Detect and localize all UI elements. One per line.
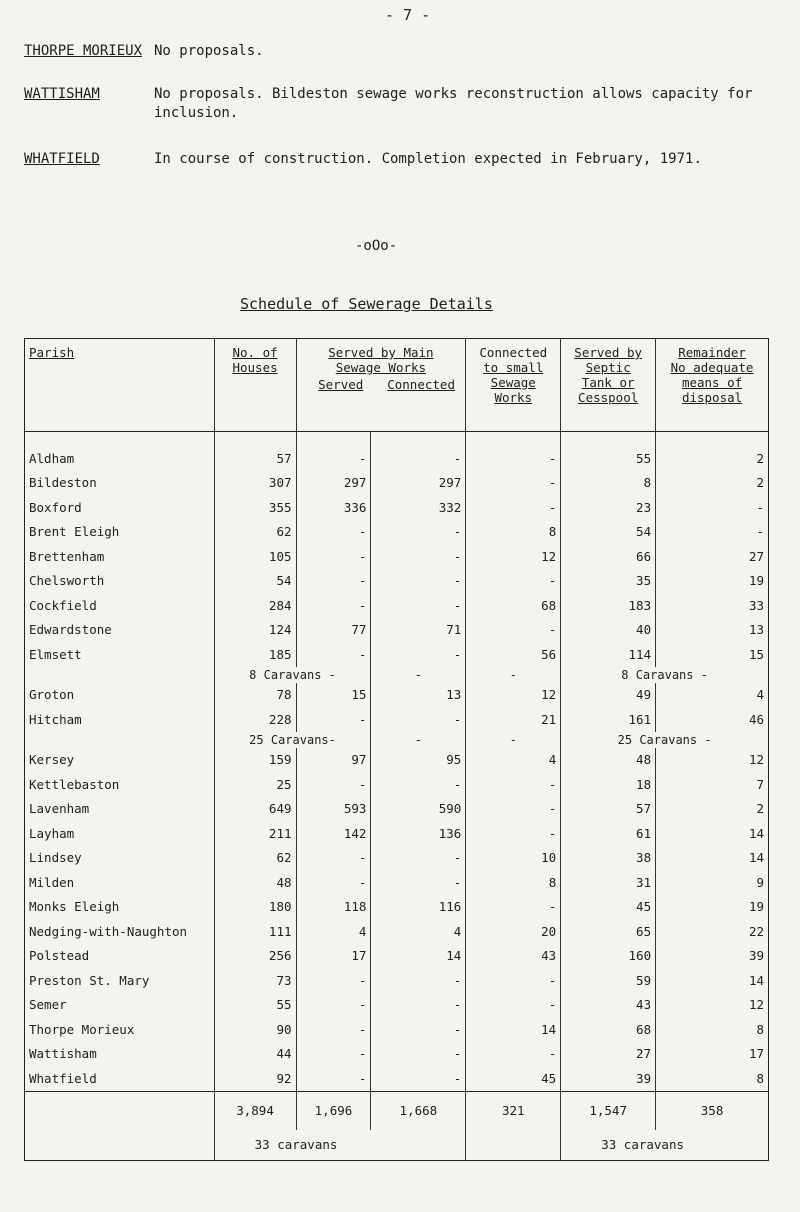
cell-value: 14 [656,968,769,993]
separator: -oOo- [355,238,398,254]
cell-value: - [466,495,561,520]
cell-value: 297 [296,471,371,496]
cell-value: 20 [466,919,561,944]
cell-value: 45 [561,895,656,920]
cell-value: 111 [214,919,296,944]
caravans-main: 25 Caravans- [214,732,371,748]
parish-name: Kettlebaston [29,776,120,792]
table-row [25,944,769,969]
table-row [25,870,769,895]
cell-value: - [371,968,466,993]
cell-value: 55 [214,993,296,1018]
header-parish: Parish [29,345,75,360]
cell-value: - [371,1042,466,1067]
cell-value: 14 [656,821,769,846]
cell-value: - [466,821,561,846]
cell-value: 649 [214,797,296,822]
cell-value: 161 [561,707,656,732]
cell-value: 114 [561,642,656,667]
cell-value: - [371,544,466,569]
table-header-row [25,339,769,432]
cell-value: 228 [214,707,296,732]
cell-value: 23 [561,495,656,520]
table-row [25,707,769,732]
cell-value: 15 [296,683,371,708]
header-small-works: Connected to small Sewage Works [466,339,561,432]
cell-value: - [296,993,371,1018]
caravans-small: - [466,732,561,748]
cell-value: 4 [466,748,561,773]
cell-value: 8 [561,471,656,496]
table-row [25,993,769,1018]
header-houses: No. of Houses [214,339,296,432]
total-houses: 3,894 [214,1091,296,1130]
table-row [25,683,769,708]
cell-value: 43 [561,993,656,1018]
cell-value: 68 [561,1017,656,1042]
cell-value: 68 [466,593,561,618]
parish-name: Kersey [29,752,75,768]
caravans-septic: 8 Caravans - [561,667,769,683]
parish-name: Elmsett [29,646,82,662]
cell-value: - [371,569,466,594]
cell-value: - [371,642,466,667]
cell-value: - [371,593,466,618]
total-served: 1,696 [296,1091,371,1130]
table-row [25,432,769,471]
cell-value: - [371,993,466,1018]
cell-value: 62 [214,846,296,871]
parish-name: Brent Eleigh [29,524,120,540]
parish-name: Semer [29,997,67,1013]
cell-value: 12 [656,748,769,773]
parish-name: Whatfield [29,1070,97,1086]
parish-name: Lindsey [29,850,82,866]
cell-value: 116 [371,895,466,920]
cell-value: 39 [656,944,769,969]
parish-name: Edwardstone [29,622,112,638]
cell-value: 57 [561,797,656,822]
cell-value: 18 [561,772,656,797]
header-served: Served [318,377,364,392]
total-caravans-main: 33 caravans [214,1130,466,1161]
caravans-connected: - [371,732,466,748]
total-caravans-septic: 33 caravans [561,1130,769,1161]
cell-value: 8 [656,1066,769,1091]
cell-value: 336 [296,495,371,520]
caravans-septic: 25 Caravans - [561,732,769,748]
cell-value: 35 [561,569,656,594]
parish-name: Preston St. Mary [29,972,150,988]
cell-value: 2 [656,432,769,471]
cell-value: 8 [466,870,561,895]
cell-value: - [466,1042,561,1067]
cell-value: 54 [214,569,296,594]
caravan-row [25,732,769,748]
sewerage-table [24,338,769,1161]
caravans-connected: - [371,667,466,683]
table-row [25,495,769,520]
cell-value: 45 [466,1066,561,1091]
table-row [25,544,769,569]
cell-value: 256 [214,944,296,969]
cell-value: 62 [214,520,296,545]
table-row [25,1042,769,1067]
cell-value: 19 [656,569,769,594]
cell-value: 19 [656,895,769,920]
table-row [25,1017,769,1042]
table-row [25,642,769,667]
table-row [25,569,769,594]
cell-value: 160 [561,944,656,969]
cell-value: - [466,968,561,993]
cell-value: 71 [371,618,466,643]
parish-name: Bildeston [29,475,97,491]
cell-value: 48 [214,870,296,895]
table-row [25,1066,769,1091]
cell-value: - [371,846,466,871]
cell-value: 8 [656,1017,769,1042]
entry-place: WATTISHAM [24,86,100,102]
schedule-title: Schedule of Sewerage Details [240,295,493,313]
cell-value: - [296,870,371,895]
cell-value: 2 [656,797,769,822]
parish-name: Thorpe Morieux [29,1021,135,1037]
cell-value: 124 [214,618,296,643]
cell-value: - [371,1066,466,1091]
cell-value: - [371,1017,466,1042]
table-row [25,748,769,773]
cell-value: 12 [466,544,561,569]
cell-value: 7 [656,772,769,797]
table-row [25,471,769,496]
cell-value: 48 [561,748,656,773]
cell-value: - [656,520,769,545]
cell-value: 4 [371,919,466,944]
table-row [25,919,769,944]
cell-value: - [296,520,371,545]
table-row [25,797,769,822]
total-small: 321 [466,1091,561,1130]
total-connected: 1,668 [371,1091,466,1130]
total-septic: 1,547 [561,1091,656,1130]
cell-value: 56 [466,642,561,667]
cell-value: 43 [466,944,561,969]
table-row [25,821,769,846]
cell-value: 44 [214,1042,296,1067]
cell-value: - [371,870,466,895]
table-row [25,968,769,993]
cell-value: - [466,895,561,920]
cell-value: 355 [214,495,296,520]
cell-value: 46 [656,707,769,732]
cell-value: 159 [214,748,296,773]
cell-value: 65 [561,919,656,944]
cell-value: 90 [214,1017,296,1042]
parish-name: Lavenham [29,801,90,817]
cell-value: 77 [296,618,371,643]
cell-value: - [371,432,466,471]
cell-value: - [656,495,769,520]
cell-value: 593 [296,797,371,822]
cell-value: - [296,707,371,732]
table-row [25,618,769,643]
header-main-sewage: Served by Main Sewage Works Served Connected [296,339,466,432]
entry-text: No proposals. Bildeston sewage works reconstruction allows capacity for inclusion. [154,86,753,121]
cell-value: 97 [296,748,371,773]
cell-value: 10 [466,846,561,871]
cell-value: 13 [656,618,769,643]
cell-value: - [466,569,561,594]
cell-value: 2 [656,471,769,496]
cell-value: - [296,1066,371,1091]
table-row [25,772,769,797]
cell-value: - [296,432,371,471]
caravan-row [25,667,769,683]
parish-name: Groton [29,687,75,703]
cell-value: 95 [371,748,466,773]
cell-value: 118 [296,895,371,920]
cell-value: 27 [561,1042,656,1067]
totals-label [25,1091,215,1130]
cell-value: 590 [371,797,466,822]
cell-value: 12 [656,993,769,1018]
cell-value: 49 [561,683,656,708]
table-row [25,520,769,545]
cell-value: 4 [656,683,769,708]
header-remainder: Remainder No adequate means of disposal [656,339,769,432]
cell-value: - [296,593,371,618]
parish-name: Monks Eleigh [29,899,120,915]
cell-value: - [466,993,561,1018]
caravans-small: - [466,667,561,683]
cell-value: 38 [561,846,656,871]
parish-name: Nedging-with-Naughton [29,923,188,939]
caravans-main: 8 Caravans - [214,667,371,683]
cell-value: 73 [214,968,296,993]
cell-value: - [466,772,561,797]
cell-value: 25 [214,772,296,797]
table-body [25,432,769,1092]
cell-value: 57 [214,432,296,471]
entry-text: No proposals. [154,43,264,59]
cell-value: - [371,707,466,732]
cell-value: 14 [466,1017,561,1042]
cell-value: 185 [214,642,296,667]
cell-value: 9 [656,870,769,895]
page-number: - 7 - [385,6,431,24]
cell-value: - [466,618,561,643]
cell-value: 31 [561,870,656,895]
cell-value: 22 [656,919,769,944]
parish-name: Aldham [29,450,75,466]
cell-value: 21 [466,707,561,732]
cell-value: 39 [561,1066,656,1091]
parish-name: Wattisham [29,1046,97,1062]
totals-row [25,1091,769,1130]
cell-value: - [296,544,371,569]
cell-value: - [371,520,466,545]
cell-value: 307 [214,471,296,496]
cell-value: - [296,772,371,797]
parish-name: Cockfield [29,597,97,613]
header-septic: Served by Septic Tank or Cesspool [561,339,656,432]
cell-value: 297 [371,471,466,496]
header-connected: Connected [387,377,455,392]
cell-value: 59 [561,968,656,993]
parish-name: Polstead [29,948,90,964]
cell-value: 92 [214,1066,296,1091]
cell-value: - [296,1017,371,1042]
parish-name: Layham [29,825,75,841]
cell-value: 8 [466,520,561,545]
cell-value: - [466,471,561,496]
cell-value: 66 [561,544,656,569]
cell-value: 142 [296,821,371,846]
cell-value: 284 [214,593,296,618]
cell-value: 211 [214,821,296,846]
cell-value: 55 [561,432,656,471]
cell-value: 17 [296,944,371,969]
cell-value: 105 [214,544,296,569]
cell-value: - [466,432,561,471]
total-remainder: 358 [656,1091,769,1130]
cell-value: 183 [561,593,656,618]
cell-value: - [296,569,371,594]
cell-value: 33 [656,593,769,618]
table-row [25,593,769,618]
cell-value: 15 [656,642,769,667]
entry-place: THORPE MORIEUX [24,43,143,59]
totals-caravans-row [25,1130,769,1161]
cell-value: 17 [656,1042,769,1067]
parish-name: Milden [29,874,75,890]
cell-value: - [296,846,371,871]
cell-value: - [371,772,466,797]
cell-value: - [296,968,371,993]
table-row [25,846,769,871]
entry-place: WHATFIELD [24,151,100,167]
cell-value: 61 [561,821,656,846]
cell-value: 180 [214,895,296,920]
cell-value: 13 [371,683,466,708]
parish-name: Chelsworth [29,573,105,589]
cell-value: 12 [466,683,561,708]
cell-value: 78 [214,683,296,708]
cell-value: - [296,642,371,667]
cell-value: 136 [371,821,466,846]
cell-value: 332 [371,495,466,520]
cell-value: 14 [656,846,769,871]
cell-value: 40 [561,618,656,643]
cell-value: 54 [561,520,656,545]
parish-name: Brettenham [29,548,105,564]
cell-value: 4 [296,919,371,944]
parish-name: Boxford [29,499,82,515]
entry-text: In course of construction. Completion expected in February, 1971. [154,151,702,167]
cell-value: - [296,1042,371,1067]
table-row [25,895,769,920]
cell-value: 27 [656,544,769,569]
cell-value: - [466,797,561,822]
parish-name: Hitcham [29,711,82,727]
cell-value: 14 [371,944,466,969]
